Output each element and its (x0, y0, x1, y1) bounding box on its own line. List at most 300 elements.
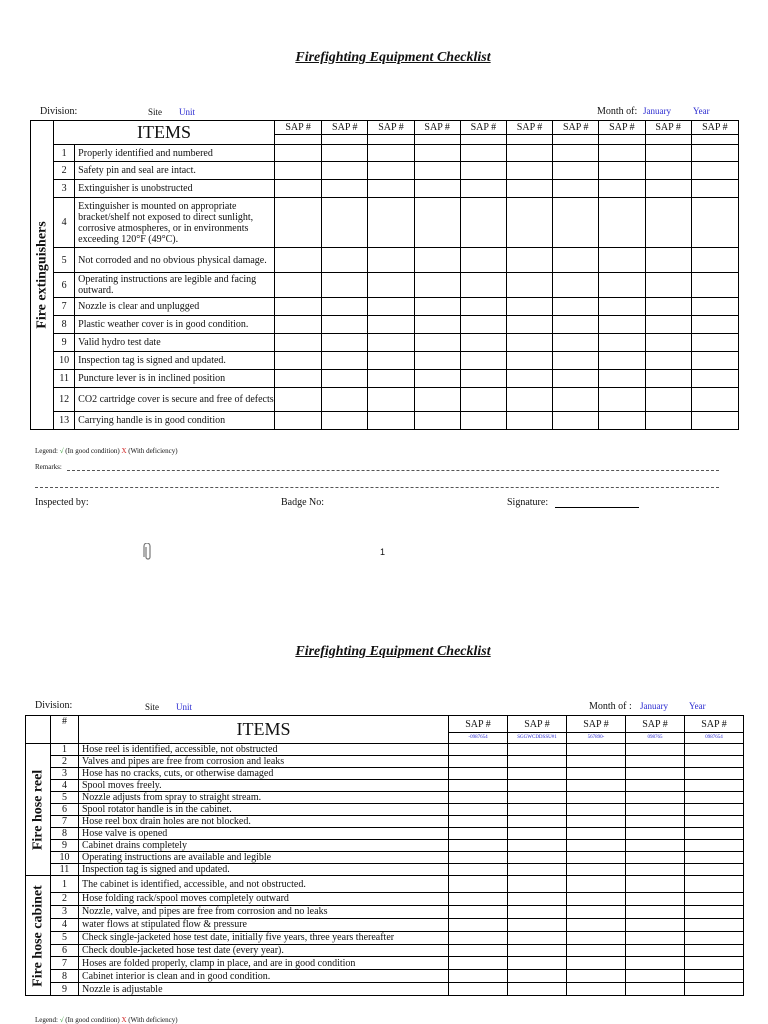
check-cell[interactable] (626, 983, 685, 996)
section-label-cell (31, 121, 54, 430)
sap-header: SAP # (685, 716, 744, 733)
row-number: 3 (51, 768, 79, 780)
check-cell[interactable] (460, 298, 506, 316)
check-cell[interactable] (691, 352, 738, 370)
check-cell[interactable] (645, 334, 691, 352)
check-cell[interactable] (645, 273, 691, 298)
check-cell[interactable] (691, 145, 738, 162)
check-cell[interactable] (626, 852, 685, 864)
table-row (26, 970, 744, 983)
check-cell[interactable] (506, 162, 552, 180)
sap-value[interactable]: -0987654 (449, 733, 508, 744)
sap-header: SAP # (691, 121, 738, 135)
check-cell[interactable] (322, 198, 368, 248)
check-cell[interactable] (508, 792, 567, 804)
check-cell[interactable] (691, 412, 738, 430)
check-cell[interactable] (322, 412, 368, 430)
table-row (26, 792, 744, 804)
check-cell[interactable] (626, 864, 685, 876)
check-cell[interactable] (599, 298, 645, 316)
check-cell[interactable] (685, 780, 744, 792)
table-row (31, 248, 739, 273)
check-cell[interactable] (368, 334, 414, 352)
check-cell[interactable] (322, 180, 368, 198)
paperclip-icon[interactable] (143, 543, 153, 566)
check-cell[interactable] (275, 198, 322, 248)
check-cell[interactable] (567, 983, 626, 996)
check-cell[interactable] (460, 198, 506, 248)
row-item-text: Nozzle is clear and unplugged (75, 298, 275, 316)
row-number: 1 (51, 744, 79, 756)
check-cell[interactable] (567, 792, 626, 804)
check-cell[interactable] (449, 792, 508, 804)
table-row (26, 780, 744, 792)
table-row (26, 944, 744, 957)
check-cell[interactable] (508, 893, 567, 906)
check-cell[interactable] (414, 198, 460, 248)
check-cell[interactable] (685, 970, 744, 983)
check-cell[interactable] (626, 792, 685, 804)
check-cell[interactable] (691, 370, 738, 388)
table-row (31, 388, 739, 412)
signature-line[interactable] (555, 507, 639, 508)
check-cell[interactable] (414, 248, 460, 273)
check-cell[interactable] (626, 828, 685, 840)
check-cell[interactable] (275, 180, 322, 198)
sap-header: SAP # (368, 121, 414, 135)
check-cell[interactable] (567, 918, 626, 931)
check-cell[interactable] (449, 864, 508, 876)
check-cell[interactable] (460, 352, 506, 370)
check-cell[interactable] (414, 162, 460, 180)
sap-header: SAP # (626, 716, 685, 733)
check-cell[interactable] (275, 352, 322, 370)
check-cell[interactable] (626, 931, 685, 944)
check-cell[interactable] (506, 352, 552, 370)
check-cell[interactable] (460, 316, 506, 334)
check-cell[interactable] (506, 370, 552, 388)
check-cell[interactable] (508, 756, 567, 768)
check-cell[interactable] (567, 957, 626, 970)
check-cell[interactable] (449, 852, 508, 864)
check-cell[interactable] (506, 388, 552, 412)
check-cell[interactable] (506, 145, 552, 162)
check-cell[interactable] (275, 162, 322, 180)
check-cell[interactable] (508, 905, 567, 918)
check-cell[interactable] (553, 180, 599, 198)
check-cell[interactable] (275, 298, 322, 316)
check-cell[interactable] (460, 248, 506, 273)
check-cell[interactable] (449, 768, 508, 780)
sap-value-cell[interactable] (368, 135, 414, 145)
table-row (26, 957, 744, 970)
remarks-label: Remarks: (35, 463, 62, 471)
check-cell[interactable] (553, 162, 599, 180)
check-cell[interactable] (691, 334, 738, 352)
check-cell[interactable] (553, 248, 599, 273)
check-cell[interactable] (449, 876, 508, 893)
row-item-text: Check double-jacketed hose test date (every year). (79, 944, 449, 957)
check-cell[interactable] (506, 334, 552, 352)
check-cell[interactable] (449, 744, 508, 756)
cross-icon: X (121, 447, 127, 455)
row-item-text: Valid hydro test date (75, 334, 275, 352)
check-cell[interactable] (414, 273, 460, 298)
check-cell[interactable] (449, 828, 508, 840)
check-cell[interactable] (685, 957, 744, 970)
check-cell[interactable] (322, 316, 368, 334)
check-cell[interactable] (567, 931, 626, 944)
check-cell[interactable] (275, 334, 322, 352)
check-cell[interactable] (626, 876, 685, 893)
check-cell[interactable] (368, 298, 414, 316)
check-cell[interactable] (460, 412, 506, 430)
check-cell[interactable] (368, 412, 414, 430)
check-cell[interactable] (322, 334, 368, 352)
sap-value[interactable]: 567890- (567, 733, 626, 744)
table-row (26, 931, 744, 944)
check-cell[interactable] (599, 162, 645, 180)
check-cell[interactable] (645, 198, 691, 248)
check-cell[interactable] (645, 412, 691, 430)
check-cell[interactable] (553, 273, 599, 298)
check-cell[interactable] (626, 957, 685, 970)
check-cell[interactable] (508, 876, 567, 893)
check-cell[interactable] (414, 370, 460, 388)
check-cell[interactable] (567, 970, 626, 983)
check-cell[interactable] (322, 273, 368, 298)
check-cell[interactable] (449, 840, 508, 852)
check-cell[interactable] (553, 370, 599, 388)
check-cell[interactable] (626, 744, 685, 756)
sap-value-cell[interactable] (414, 135, 460, 145)
p2-month-label: Month of : (589, 701, 632, 712)
check-cell[interactable] (508, 840, 567, 852)
check-cell[interactable] (567, 804, 626, 816)
month-label: Month of: (597, 106, 638, 117)
check-cell[interactable] (275, 273, 322, 298)
check-cell[interactable] (414, 388, 460, 412)
check-cell[interactable] (449, 893, 508, 906)
check-cell[interactable] (645, 352, 691, 370)
check-cell[interactable] (449, 816, 508, 828)
check-cell[interactable] (508, 852, 567, 864)
row-number: 4 (51, 780, 79, 792)
check-cell[interactable] (599, 388, 645, 412)
check-cell[interactable] (508, 864, 567, 876)
check-cell[interactable] (626, 944, 685, 957)
check-cell[interactable] (322, 352, 368, 370)
remarks-line-2[interactable] (35, 487, 719, 488)
check-cell[interactable] (626, 816, 685, 828)
check-cell[interactable] (599, 412, 645, 430)
sap-value-cell[interactable] (506, 135, 552, 145)
check-cell[interactable] (685, 893, 744, 906)
check-cell[interactable] (275, 248, 322, 273)
check-cell[interactable] (691, 388, 738, 412)
check-cell[interactable] (414, 352, 460, 370)
sap-value-cell[interactable] (599, 135, 645, 145)
sap-value-cell[interactable] (322, 135, 368, 145)
check-cell[interactable] (626, 756, 685, 768)
check-cell[interactable] (567, 852, 626, 864)
check-cell[interactable] (460, 388, 506, 412)
check-cell[interactable] (685, 931, 744, 944)
check-cell[interactable] (414, 334, 460, 352)
check-cell[interactable] (275, 412, 322, 430)
check-cell[interactable] (322, 298, 368, 316)
check-cell[interactable] (685, 768, 744, 780)
check-cell[interactable] (275, 370, 322, 388)
check-cell[interactable] (506, 273, 552, 298)
check-cell[interactable] (508, 816, 567, 828)
check-cell[interactable] (275, 316, 322, 334)
check-cell[interactable] (626, 840, 685, 852)
page-number: 1 (380, 547, 386, 557)
check-cell[interactable] (506, 198, 552, 248)
check-cell[interactable] (599, 316, 645, 334)
check-cell[interactable] (460, 334, 506, 352)
check-cell[interactable] (685, 744, 744, 756)
check-cell[interactable] (599, 198, 645, 248)
check-cell[interactable] (368, 162, 414, 180)
check-cell[interactable] (599, 352, 645, 370)
check-cell[interactable] (449, 944, 508, 957)
check-cell[interactable] (691, 162, 738, 180)
sap-value-cell[interactable] (460, 135, 506, 145)
sap-header: SAP # (449, 716, 508, 733)
check-cell[interactable] (567, 828, 626, 840)
check-cell[interactable] (508, 983, 567, 996)
check-cell[interactable] (691, 298, 738, 316)
check-cell[interactable] (685, 756, 744, 768)
check-cell[interactable] (553, 412, 599, 430)
row-item-text: CO2 cartridge cover is secure and free of defects (75, 388, 275, 412)
check-cell[interactable] (414, 180, 460, 198)
check-cell[interactable] (553, 334, 599, 352)
sap-value[interactable]: 098765 (626, 733, 685, 744)
sap-header: SAP # (414, 121, 460, 135)
check-cell[interactable] (368, 273, 414, 298)
check-cell[interactable] (626, 970, 685, 983)
check-cell[interactable] (645, 180, 691, 198)
check-cell[interactable] (368, 316, 414, 334)
check-cell[interactable] (685, 864, 744, 876)
check-cell[interactable] (322, 145, 368, 162)
items-header: ITEMS (79, 716, 449, 744)
row-number: 11 (51, 864, 79, 876)
check-cell[interactable] (508, 828, 567, 840)
check-cell[interactable] (567, 840, 626, 852)
check-cell[interactable] (645, 388, 691, 412)
check-cell[interactable] (685, 852, 744, 864)
check-cell[interactable] (553, 352, 599, 370)
check-cell[interactable] (460, 145, 506, 162)
check-cell[interactable] (691, 180, 738, 198)
check-cell[interactable] (685, 983, 744, 996)
check-cell[interactable] (626, 918, 685, 931)
check-cell[interactable] (567, 768, 626, 780)
check-cell[interactable] (645, 162, 691, 180)
sap-value-cell[interactable] (275, 135, 322, 145)
check-cell[interactable] (414, 316, 460, 334)
check-cell[interactable] (553, 298, 599, 316)
check-cell[interactable] (685, 918, 744, 931)
check-cell[interactable] (449, 756, 508, 768)
check-cell[interactable] (508, 768, 567, 780)
check-cell[interactable] (567, 780, 626, 792)
check-cell[interactable] (460, 162, 506, 180)
check-cell[interactable] (368, 248, 414, 273)
check-cell[interactable] (508, 970, 567, 983)
check-cell[interactable] (645, 370, 691, 388)
check-cell[interactable] (691, 248, 738, 273)
check-cell[interactable] (599, 145, 645, 162)
row-number: 1 (51, 876, 79, 893)
check-cell[interactable] (368, 370, 414, 388)
check-cell[interactable] (599, 334, 645, 352)
row-item-text: Safety pin and seal are intact. (75, 162, 275, 180)
check-cell[interactable] (645, 248, 691, 273)
check-cell[interactable] (414, 145, 460, 162)
badge-label: Badge No: (281, 497, 325, 508)
check-cell[interactable] (567, 756, 626, 768)
check-cell[interactable] (685, 816, 744, 828)
check-cell[interactable] (322, 370, 368, 388)
hash-header: # (51, 716, 79, 744)
check-cell[interactable] (599, 248, 645, 273)
check-cell[interactable] (685, 876, 744, 893)
check-cell[interactable] (567, 893, 626, 906)
check-cell[interactable] (553, 316, 599, 334)
check-cell[interactable] (506, 412, 552, 430)
check-cell[interactable] (567, 876, 626, 893)
check-cell[interactable] (449, 905, 508, 918)
check-cell[interactable] (449, 931, 508, 944)
check-cell[interactable] (599, 370, 645, 388)
check-cell[interactable] (322, 388, 368, 412)
row-item-text: Hose valve is opened (79, 828, 449, 840)
check-cell[interactable] (449, 918, 508, 931)
check-cell[interactable] (599, 273, 645, 298)
section-label: Fire extinguishers (34, 221, 50, 329)
check-cell[interactable] (275, 388, 322, 412)
sap-value[interactable]: 0987654 (685, 733, 744, 744)
check-cell[interactable] (460, 180, 506, 198)
check-cell[interactable] (449, 780, 508, 792)
check-cell[interactable] (685, 840, 744, 852)
check-cell[interactable] (322, 248, 368, 273)
hose-reel-label: Fire hose reel (30, 769, 46, 850)
row-item-text: Operating instructions are legible and facing outward. (75, 273, 275, 298)
sap-value[interactable]: SGGWCDDSSU#1 (508, 733, 567, 744)
sap-header: SAP # (506, 121, 552, 135)
check-cell[interactable] (691, 316, 738, 334)
sap-value-cell[interactable] (553, 135, 599, 145)
check-cell[interactable] (368, 352, 414, 370)
sap-value-cell[interactable] (645, 135, 691, 145)
check-cell[interactable] (567, 816, 626, 828)
check-cell[interactable] (508, 957, 567, 970)
check-cell[interactable] (645, 145, 691, 162)
check-cell[interactable] (567, 864, 626, 876)
check-cell[interactable] (626, 893, 685, 906)
check-cell[interactable] (508, 918, 567, 931)
check-cell[interactable] (567, 744, 626, 756)
check-cell[interactable] (449, 957, 508, 970)
row-item-text: Not corroded and no obvious physical damage. (75, 248, 275, 273)
check-cell[interactable] (553, 388, 599, 412)
check-cell[interactable] (685, 944, 744, 957)
check-cell[interactable] (508, 944, 567, 957)
check-cell[interactable] (626, 768, 685, 780)
check-cell[interactable] (414, 412, 460, 430)
check-cell[interactable] (506, 298, 552, 316)
check-cell[interactable] (626, 804, 685, 816)
check-cell[interactable] (368, 145, 414, 162)
check-cell[interactable] (368, 180, 414, 198)
check-cell[interactable] (508, 780, 567, 792)
check-cell[interactable] (645, 298, 691, 316)
table-row (26, 756, 744, 768)
check-cell[interactable] (553, 145, 599, 162)
check-cell[interactable] (685, 804, 744, 816)
check-cell[interactable] (599, 180, 645, 198)
sap-value-cell[interactable] (691, 135, 738, 145)
check-cell[interactable] (449, 804, 508, 816)
p2-division-label: Division: (35, 700, 73, 711)
check-cell[interactable] (685, 828, 744, 840)
check-cell[interactable] (506, 180, 552, 198)
check-cell[interactable] (626, 780, 685, 792)
check-cell[interactable] (567, 905, 626, 918)
check-cell[interactable] (508, 804, 567, 816)
corner-cell (26, 716, 51, 744)
check-cell[interactable] (275, 145, 322, 162)
check-cell[interactable] (322, 162, 368, 180)
row-number: 6 (51, 804, 79, 816)
check-cell[interactable] (567, 944, 626, 957)
table-row (31, 273, 739, 298)
table-row (26, 768, 744, 780)
check-cell[interactable] (414, 298, 460, 316)
check-cell[interactable] (553, 198, 599, 248)
check-cell[interactable] (368, 198, 414, 248)
check-cell[interactable] (508, 744, 567, 756)
check-cell[interactable] (449, 983, 508, 996)
check-cell[interactable] (449, 970, 508, 983)
check-cell[interactable] (460, 273, 506, 298)
table-row (31, 370, 739, 388)
check-cell[interactable] (685, 792, 744, 804)
check-cell[interactable] (506, 248, 552, 273)
row-number: 10 (51, 852, 79, 864)
remarks-line-1[interactable] (67, 470, 719, 471)
p2-month-value: January (640, 701, 668, 711)
check-cell[interactable] (626, 905, 685, 918)
check-cell[interactable] (691, 198, 738, 248)
check-cell[interactable] (506, 316, 552, 334)
check-cell[interactable] (460, 370, 506, 388)
check-cell[interactable] (508, 931, 567, 944)
check-cell[interactable] (645, 316, 691, 334)
check-cell[interactable] (685, 905, 744, 918)
row-number: 5 (51, 792, 79, 804)
check-cell[interactable] (691, 273, 738, 298)
p2-legend: Legend: √ (In good condition) X (With deficiency) (35, 1016, 178, 1024)
hose-reel-label-cell (26, 744, 51, 876)
check-cell[interactable] (368, 388, 414, 412)
